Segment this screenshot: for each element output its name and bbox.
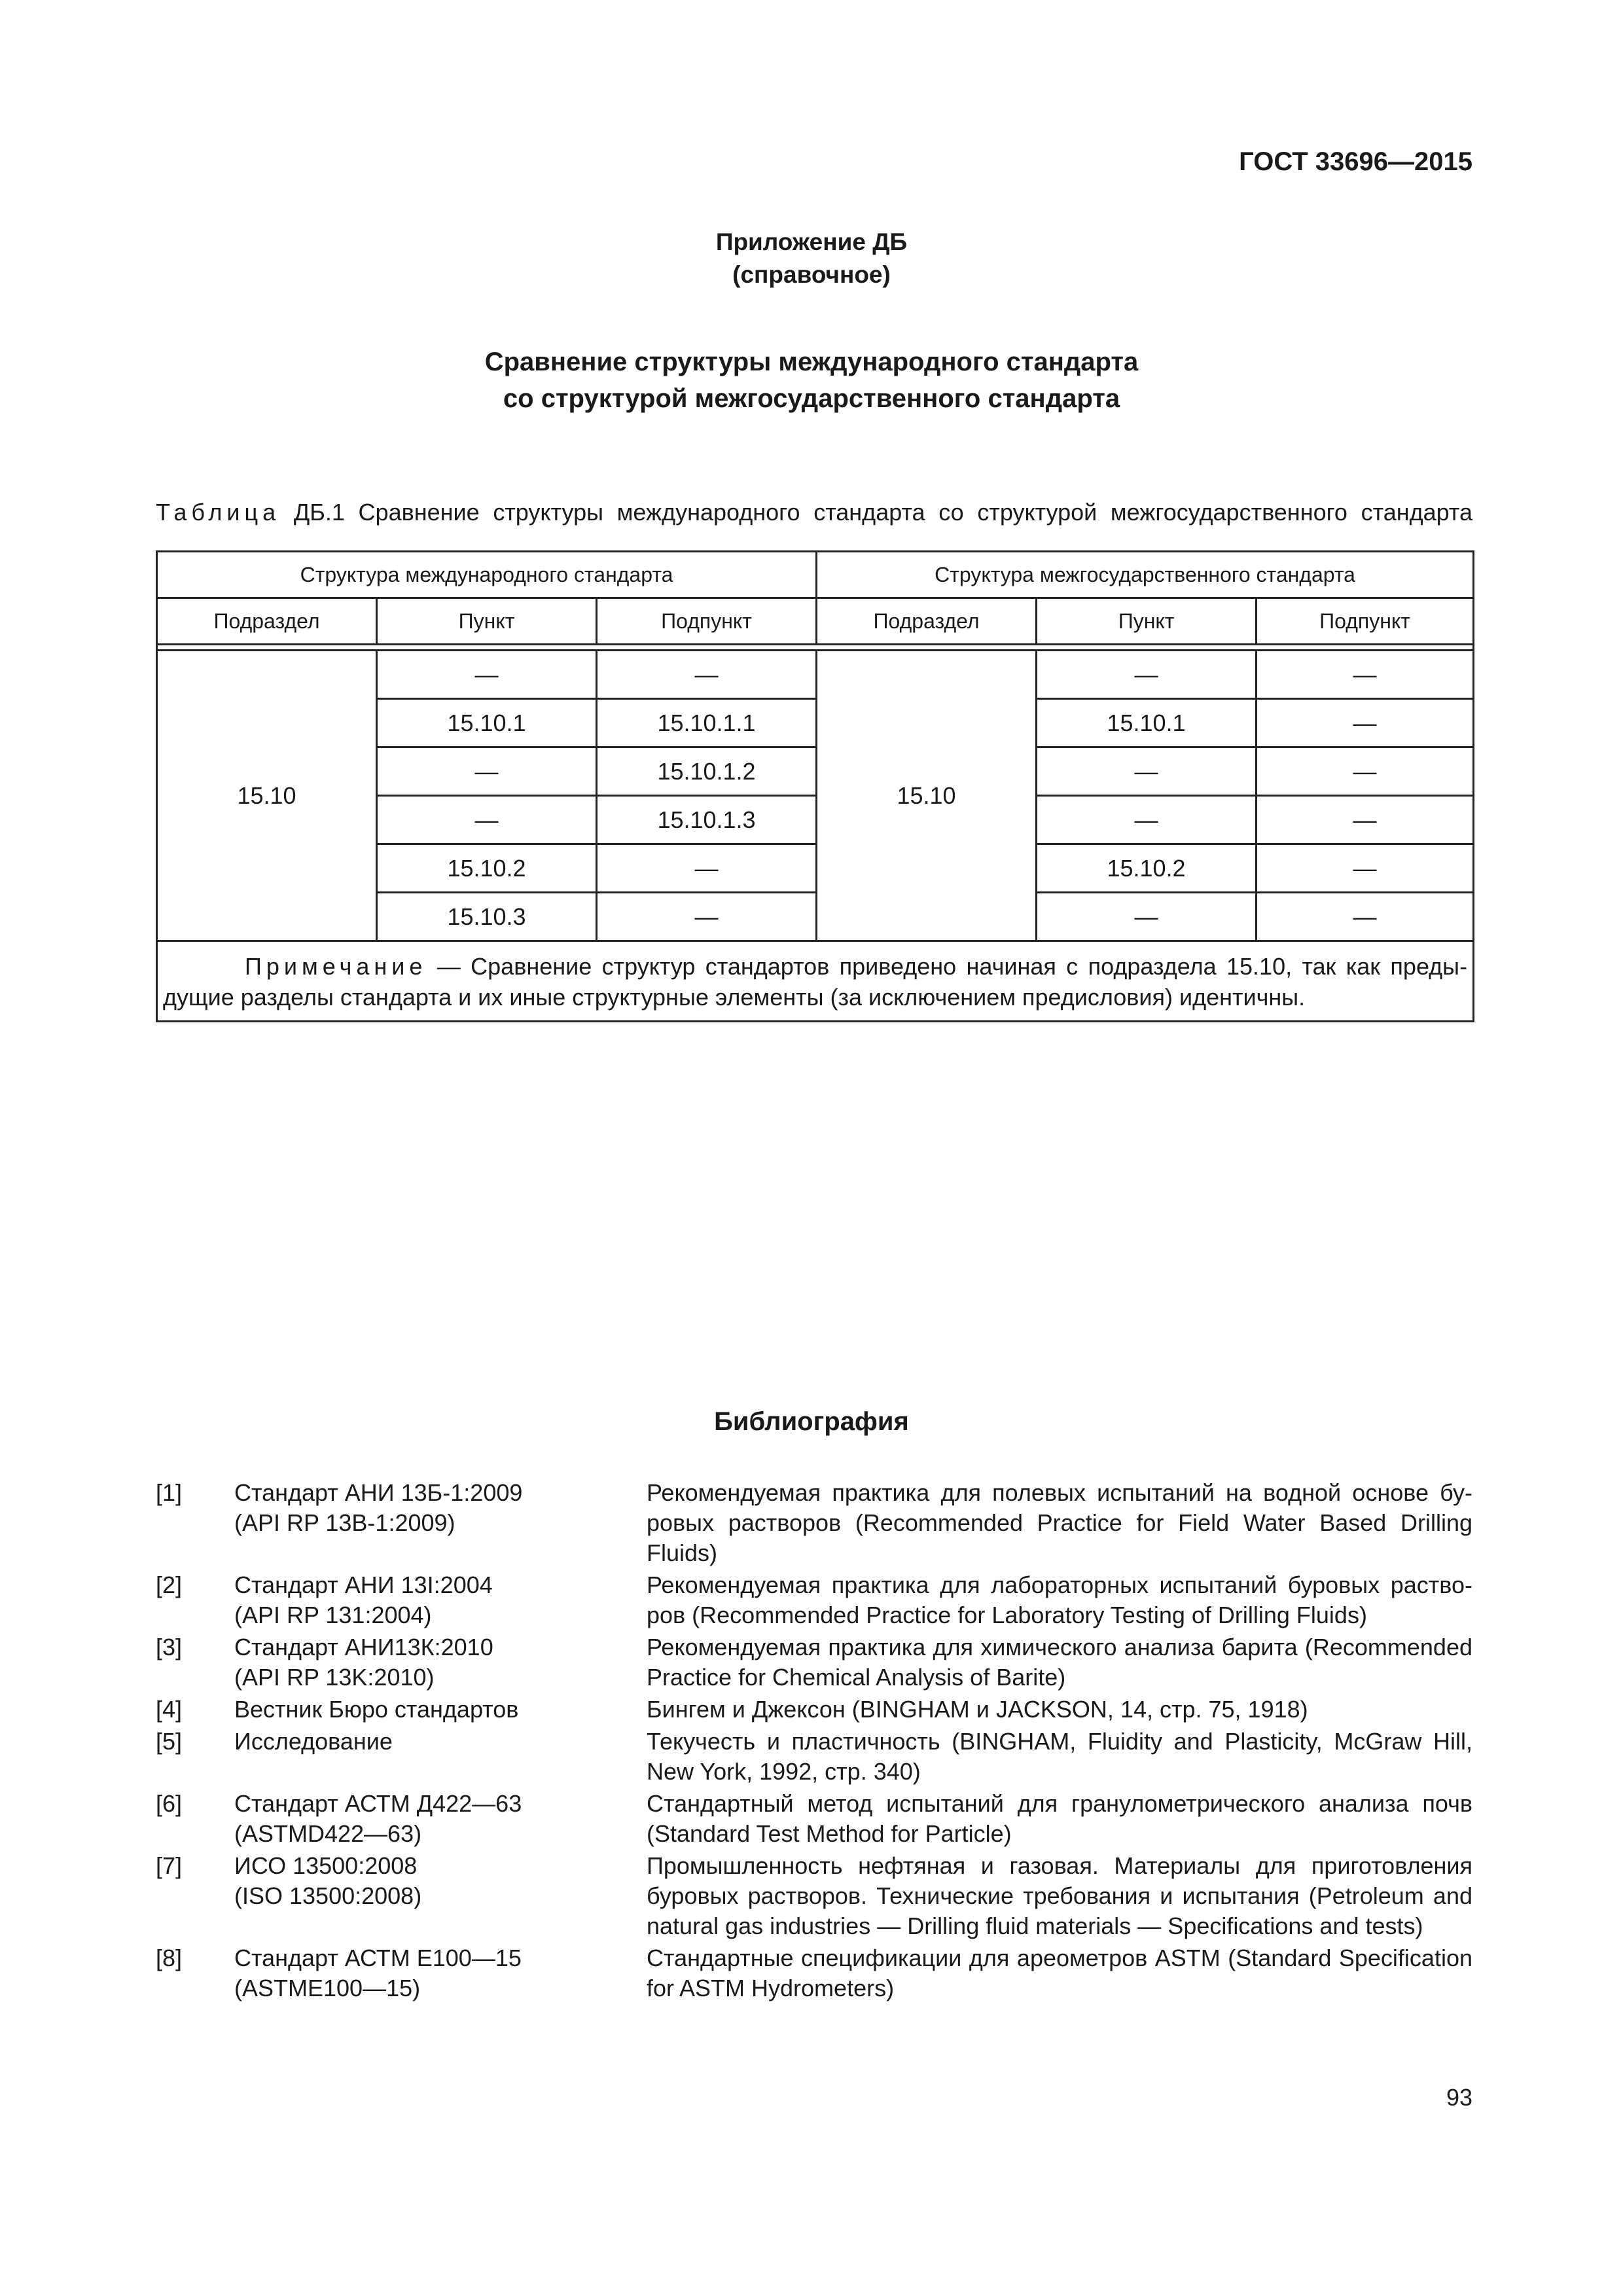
bib-source-line-1: Вестник Бюро стандартов bbox=[234, 1696, 519, 1723]
group-header-international: Структура международного стандарта bbox=[157, 552, 817, 598]
nat-subsection-cell: 15.10 bbox=[817, 651, 1037, 941]
bib-number: [5] bbox=[156, 1728, 183, 1755]
note-text: — Сравнение структур стандартов приведено начиная с подраздела 15.10, так как предыдущие разделы стандарта и их иные структурные элементы (за исключением предисловия) идентичны. bbox=[163, 953, 1468, 1011]
annex-kind: (справочное) bbox=[732, 261, 891, 288]
comparison-table bbox=[156, 550, 1474, 1022]
table-cell: — bbox=[597, 893, 817, 941]
table-cell: — bbox=[1257, 796, 1474, 844]
table-cell: — bbox=[1257, 651, 1474, 699]
col-header: Пункт bbox=[377, 598, 597, 645]
section-title bbox=[0, 344, 1623, 417]
col-header: Пункт bbox=[1037, 598, 1257, 645]
bib-description: Текучесть и пластичность (BINGHAM, Fluidity and Plasticity, McGraw Hill, New York, 1992, стр. 340) bbox=[647, 1728, 1472, 1785]
bibliography-item bbox=[156, 1851, 1472, 1941]
bibliography-title: Библиография bbox=[714, 1407, 909, 1436]
document-code: ГОСТ 33696—2015 bbox=[1239, 147, 1472, 176]
table-row bbox=[157, 651, 1474, 699]
table-caption bbox=[156, 499, 1472, 526]
table-cell: — bbox=[377, 796, 597, 844]
table-cell: — bbox=[1257, 699, 1474, 747]
table-cell: — bbox=[1257, 844, 1474, 893]
bib-source-line-1: Стандарт АНИ13К:2010 bbox=[234, 1634, 493, 1660]
bib-description: Рекомендуемая практика для химического анализа барита (Recommended Practice for Chemical Analysis of Barite) bbox=[647, 1634, 1472, 1691]
bib-number: [3] bbox=[156, 1634, 183, 1660]
table-cell: — bbox=[1037, 796, 1257, 844]
bib-source bbox=[234, 1570, 647, 1630]
bib-number: [7] bbox=[156, 1852, 183, 1879]
bib-source bbox=[234, 1632, 647, 1693]
bibliography-item bbox=[156, 1789, 1472, 1849]
bib-source-line-2: (ASTME100—15) bbox=[234, 1975, 421, 2001]
bib-source-line-1: Исследование bbox=[234, 1728, 393, 1755]
table-cell: — bbox=[597, 844, 817, 893]
table-cell: — bbox=[1037, 747, 1257, 796]
bibliography-item bbox=[156, 1695, 1472, 1725]
bibliography-list bbox=[156, 1478, 1472, 2005]
table-caption-text: ДБ.1 Сравнение структуры международного стандарта со структурой межгосударственного стандарта bbox=[293, 499, 1472, 526]
table-note-row bbox=[157, 941, 1474, 1022]
bib-source bbox=[234, 1695, 647, 1725]
table-group-header-row bbox=[157, 552, 1474, 598]
bib-number: [6] bbox=[156, 1790, 183, 1817]
table-cell: — bbox=[1257, 747, 1474, 796]
bibliography-item bbox=[156, 1478, 1472, 1568]
table-separator-cell bbox=[157, 645, 1474, 651]
table-column-header-row bbox=[157, 598, 1474, 645]
table-cell: — bbox=[377, 747, 597, 796]
bib-source-line-2: (API RP 131:2004) bbox=[234, 1602, 432, 1628]
bib-source bbox=[234, 1851, 647, 1941]
col-header: Подраздел bbox=[157, 598, 377, 645]
col-header: Подпункт bbox=[597, 598, 817, 645]
bib-source bbox=[234, 1789, 647, 1849]
section-title-line-2: со структурой межгосударственного стандарта bbox=[503, 384, 1120, 413]
bib-number: [4] bbox=[156, 1696, 183, 1723]
table-cell: 15.10.2 bbox=[377, 844, 597, 893]
col-header: Подпункт bbox=[1257, 598, 1474, 645]
bib-description: Бингем и Джексон (BINGHAM и JACKSON, 14, стр. 75, 1918) bbox=[647, 1696, 1308, 1723]
table-cell: — bbox=[597, 651, 817, 699]
table-cell: 15.10.3 bbox=[377, 893, 597, 941]
table-cell: 15.10.2 bbox=[1037, 844, 1257, 893]
bib-description: Рекомендуемая практика для полевых испытаний на водной основе буровых растворов (Recommended Practice for Field Water Based Drilling Fluids) bbox=[647, 1479, 1472, 1566]
table-cell: 15.10.1.2 bbox=[597, 747, 817, 796]
table-caption-label: Таблица bbox=[156, 499, 281, 526]
bib-source-line-1: Стандарт АСТМ Д422—63 bbox=[234, 1790, 522, 1817]
bib-description: Рекомендуемая практика для лабораторных испытаний буровых растворов (Recommended Practice for Laboratory Testing of Drilling Fluids) bbox=[647, 1571, 1472, 1628]
table-cell: — bbox=[1257, 893, 1474, 941]
bib-source-line-1: Стандарт АНИ 13Б-1:2009 bbox=[234, 1479, 523, 1506]
bib-description: Стандартный метод испытаний для гранулометрического анализа почв (Standard Test Method for Particle) bbox=[647, 1790, 1472, 1847]
table-cell: — bbox=[1037, 893, 1257, 941]
bib-source-line-1: ИСО 13500:2008 bbox=[234, 1852, 418, 1879]
table-cell: 15.10.1.1 bbox=[597, 699, 817, 747]
table-separator bbox=[157, 645, 1474, 651]
bibliography-item bbox=[156, 1632, 1472, 1693]
page-number: 93 bbox=[1446, 2084, 1472, 2111]
bib-source bbox=[234, 1727, 647, 1787]
annex-title: Приложение ДБ bbox=[715, 228, 908, 255]
bib-source-line-2: (API RP 13K:2010) bbox=[234, 1664, 435, 1691]
bib-source bbox=[234, 1943, 647, 2003]
bib-number: [8] bbox=[156, 1945, 183, 1971]
bib-source-line-2: (ASTMD422—63) bbox=[234, 1820, 422, 1847]
group-header-interstate: Структура межгосударственного стандарта bbox=[817, 552, 1474, 598]
table-cell: 15.10.1.3 bbox=[597, 796, 817, 844]
bibliography-item bbox=[156, 1943, 1472, 2003]
col-header: Подраздел bbox=[817, 598, 1037, 645]
intl-subsection-cell: 15.10 bbox=[157, 651, 377, 941]
table-cell: — bbox=[377, 651, 597, 699]
bib-source-line-2: (ISO 13500:2008) bbox=[234, 1882, 422, 1909]
annex-heading bbox=[0, 226, 1623, 291]
bib-source-line-1: Стандарт АНИ 13I:2004 bbox=[234, 1571, 493, 1598]
bib-description: Стандартные спецификации для ареометров ASTM (Standard Specification for ASTM Hydrometers) bbox=[647, 1945, 1472, 2001]
table-cell: 15.10.1 bbox=[1037, 699, 1257, 747]
bib-number: [1] bbox=[156, 1479, 183, 1506]
bib-description: Промышленность нефтяная и газовая. Материалы для приготовления буровых растворов. Технические требования и испытания (Petroleum and natural gas industries — Drilling fluid materials — Specifications and tests) bbox=[647, 1852, 1472, 1939]
bib-source-line-1: Стандарт АСТМ Е100—15 bbox=[234, 1945, 522, 1971]
note-label: Примечание bbox=[245, 953, 427, 980]
table-note bbox=[157, 941, 1474, 1022]
table-cell: 15.10.1 bbox=[377, 699, 597, 747]
bibliography-item bbox=[156, 1570, 1472, 1630]
bib-source bbox=[234, 1478, 647, 1568]
bib-source-line-2: (API RP 13B-1:2009) bbox=[234, 1509, 455, 1536]
table-cell: — bbox=[1037, 651, 1257, 699]
section-title-line-1: Сравнение структуры международного стандарта bbox=[484, 348, 1139, 376]
bib-number: [2] bbox=[156, 1571, 183, 1598]
bibliography-item bbox=[156, 1727, 1472, 1787]
